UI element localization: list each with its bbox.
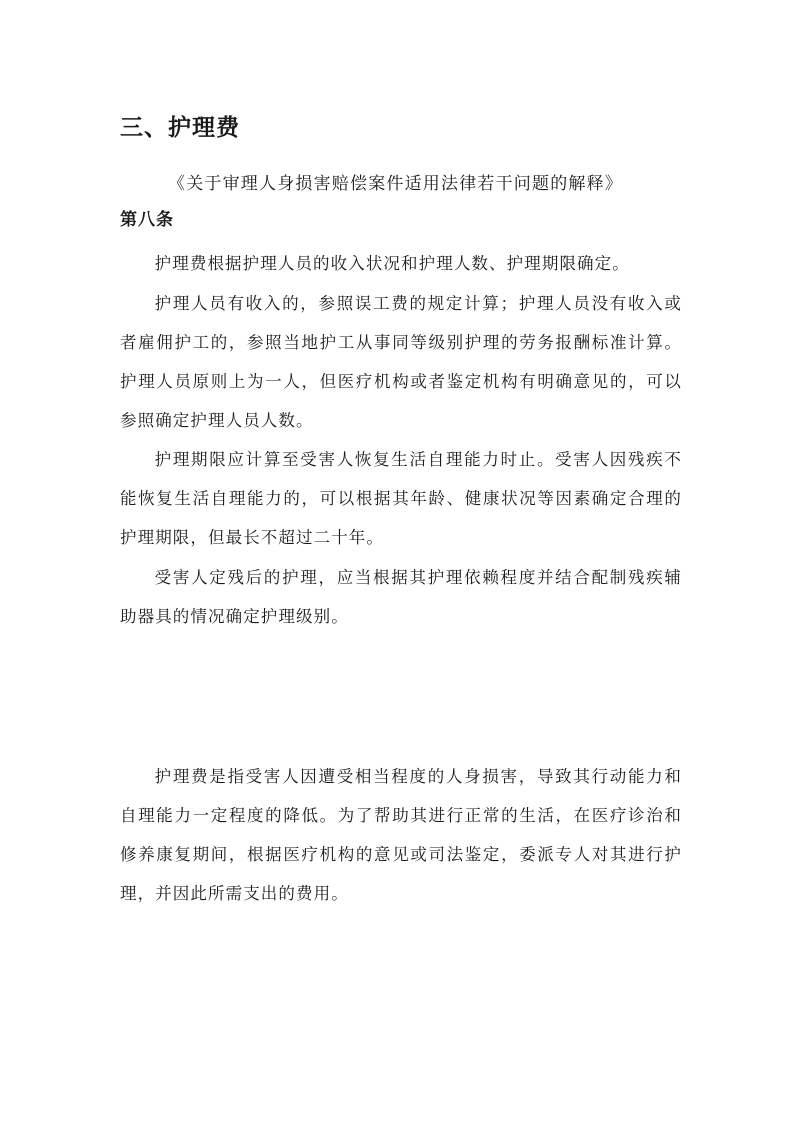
article-paragraph: 护理人员有收入的，参照误工费的规定计算；护理人员没有收入或者雇佣护工的，参照当地护工从事同等级别护理的劳务报酬标准计算。护理人员原则上为一人，但医疗机构或者鉴定机构有明确意见的，可以参照确定护理人员人数。 [120, 294, 682, 430]
article-label: 第八条 [120, 210, 174, 230]
definition-paragraph: 护理费是指受害人因遭受相当程度的人身损害，导致其行动能力和自理能力一定程度的降低。为了帮助其进行正常的生活，在医疗诊治和修养康复期间，根据医疗机构的意见或司法鉴定，委派专人对其进行护理，并因此所需支出的费用。 [120, 767, 682, 903]
article-paragraph: 护理期限应计算至受害人恢复生活自理能力时止。受害人因残疾不能恢复生活自理能力的，可以根据其年龄、健康状况等因素确定合理的护理期限，但最长不超过二十年。 [120, 450, 682, 547]
article-paragraph: 受害人定残后的护理，应当根据其护理依赖程度并结合配制残疾辅助器具的情况确定护理级别。 [120, 568, 682, 626]
article-paragraph: 护理费根据护理人员的收入状况和护理人数、护理期限确定。 [154, 254, 630, 273]
section-title: 三、护理费 [120, 115, 240, 141]
source-document-title: 《关于审理人身损害赔偿案件适用法律若干问题的解释》 [168, 174, 623, 194]
